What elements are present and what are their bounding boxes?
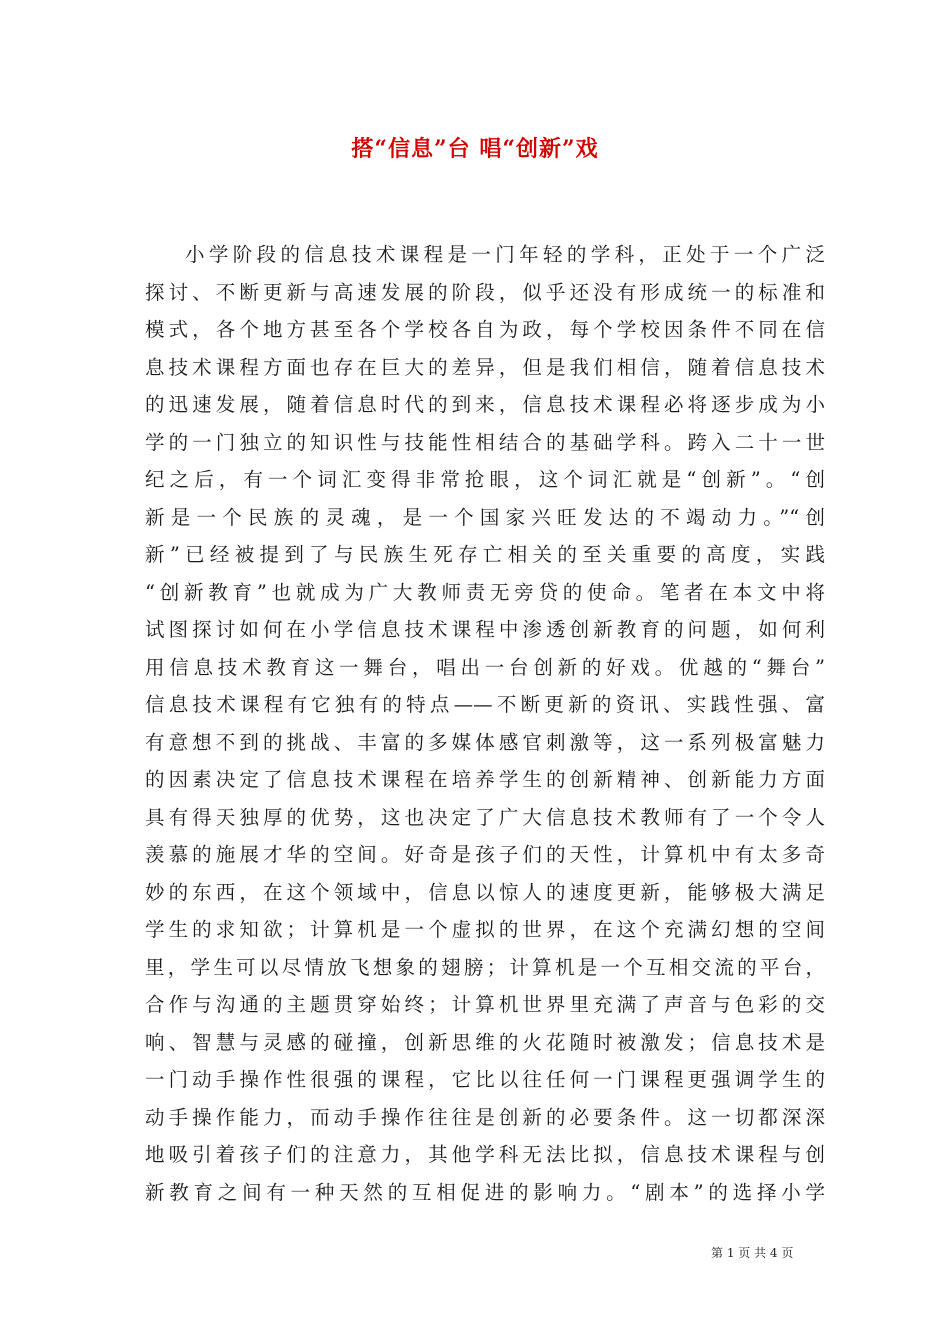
text-line: 新”已经被提到了与民族生死存亡相关的至关重要的高度，实践 (145, 543, 825, 566)
text-line: 的因素决定了信息技术课程在培养学生的创新精神、创新能力方面 (145, 768, 825, 791)
text-line: 响、智慧与灵感的碰撞，创新思维的火花随时被激发；信息技术是 (145, 1030, 825, 1054)
text-line: 一门动手操作性很强的课程，它比以往任何一门课程更强调学生的 (145, 1068, 825, 1091)
text-line: 里，学生可以尽情放飞想象的翅膀；计算机是一个互相交流的平台， (145, 955, 825, 979)
text-line: 的迅速发展，随着信息时代的到来，信息技术课程必将逐步成为小 (145, 393, 825, 416)
text-line: 纪之后，有一个词汇变得非常抢眼，这个词汇就是“创新”。“创 (145, 468, 825, 491)
text-line: 合作与沟通的主题贯穿始终；计算机世界里充满了声音与色彩的交 (145, 993, 825, 1016)
text-line: 羡慕的施展才华的空间。好奇是孩子们的天性，计算机中有太多奇 (145, 843, 825, 866)
text-line: 具有得天独厚的优势，这也决定了广大信息技术教师有了一个令人 (145, 805, 825, 829)
body-paragraph (145, 236, 825, 1211)
text-line: 学的一门独立的知识性与技能性相结合的基础学科。跨入二十一世 (145, 430, 825, 454)
text-line: “创新教育”也就成为广大教师责无旁贷的使命。笔者在本文中将 (145, 580, 825, 604)
text-line: 妙的东西，在这个领域中，信息以惊人的速度更新，能够极大满足 (145, 880, 825, 904)
text-line: 新是一个民族的灵魂，是一个国家兴旺发达的不竭动力。”“创 (145, 505, 825, 529)
text-line: 息技术课程方面也存在巨大的差异，但是我们相信，随着信息技术 (145, 355, 825, 379)
text-line: 探讨、不断更新与高速发展的阶段，似乎还没有形成统一的标准和 (145, 280, 825, 304)
text-line: 地吸引着孩子们的注意力，其他学科无法比拟，信息技术课程与创 (145, 1143, 825, 1166)
text-line: 试图探讨如何在小学信息技术课程中渗透创新教育的问题，如何利 (145, 618, 825, 641)
text-line: 信息技术课程有它独有的特点——不断更新的资讯、实践性强、富 (145, 693, 825, 716)
page-number-footer: 第 1 页 共 4 页 (711, 1246, 794, 1260)
text-line: 新教育之间有一种天然的互相促进的影响力。“剧本”的选择小学 (145, 1180, 825, 1204)
document-title: 搭“信息”台 唱“创新”戏 (351, 136, 599, 162)
text-line: 有意想不到的挑战、丰富的多媒体感官刺激等，这一系列极富魅力 (145, 730, 825, 754)
text-line: 小学阶段的信息技术课程是一门年轻的学科，正处于一个广泛 (185, 243, 825, 266)
text-line: 用信息技术教育这一舞台，唱出一台创新的好戏。优越的“舞台” (145, 655, 825, 679)
text-line: 学生的求知欲；计算机是一个虚拟的世界，在这个充满幻想的空间 (145, 918, 825, 941)
text-line: 模式，各个地方甚至各个学校各自为政，每个学校因条件不同在信 (145, 318, 825, 341)
text-line: 动手操作能力，而动手操作往往是创新的必要条件。这一切都深深 (145, 1105, 825, 1129)
